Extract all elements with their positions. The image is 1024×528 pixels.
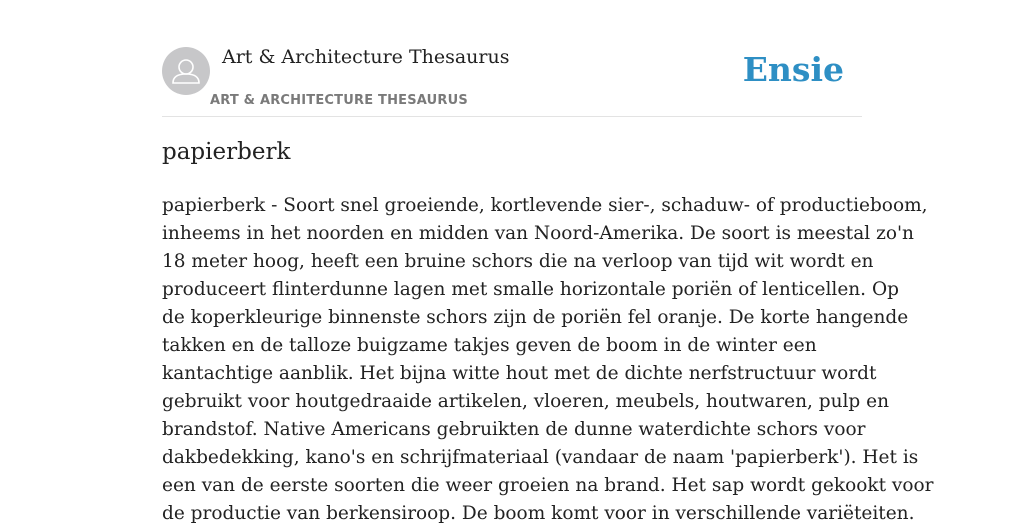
definition-line: inheems in het noorden en midden van Noord-Amerika. De soort is meestal zo'n (162, 223, 914, 244)
term-title: papierberk (162, 139, 291, 165)
definition-line: 18 meter hoog, heeft een bruine schors die na verloop van tijd wit wordt en (162, 251, 874, 272)
definition-line: produceert flinterdunne lagen met smalle horizontale poriën of lenticellen. Op (162, 279, 899, 300)
definition-line: een van de eerste soorten die weer groeien na brand. Het sap wordt gekookt voor (162, 475, 934, 496)
author-avatar[interactable] (162, 47, 210, 95)
definition-line: brandstof. Native Americans gebruikten de dunne waterdichte schors voor (162, 419, 866, 440)
author-subtitle: ART & ARCHITECTURE THESAURUS (210, 93, 468, 108)
ensie-logo[interactable]: Ensie (742, 50, 844, 89)
definition-line: kantachtige aanblik. Het bijna witte hout met de dichte nerfstructuur wordt (162, 363, 877, 384)
definition-line: gebruikt voor houtgedraaide artikelen, vloeren, meubels, houtwaren, pulp en (162, 391, 890, 412)
definition-line: papierberk - Soort snel groeiende, kortlevende sier-, schaduw- of productieboom, (162, 195, 928, 216)
author-name-link[interactable]: Art & Architecture Thesaurus (222, 46, 510, 68)
definition-text (162, 192, 934, 528)
user-silhouette-icon (162, 47, 210, 95)
definition-line: dakbedekking, kano's en schrijfmateriaal (vandaar de naam 'papierberk'). Het is (162, 447, 919, 468)
definition-line: takken en de talloze buigzame takjes geven de boom in de winter een (162, 335, 817, 356)
definition-line: de koperkleurige binnenste schors zijn de poriën fel oranje. De korte hangende (162, 307, 909, 328)
entry-header (162, 40, 862, 117)
definition-line: de productie van berkensiroop. De boom komt voor in verschillende variëteiten. (162, 503, 915, 524)
